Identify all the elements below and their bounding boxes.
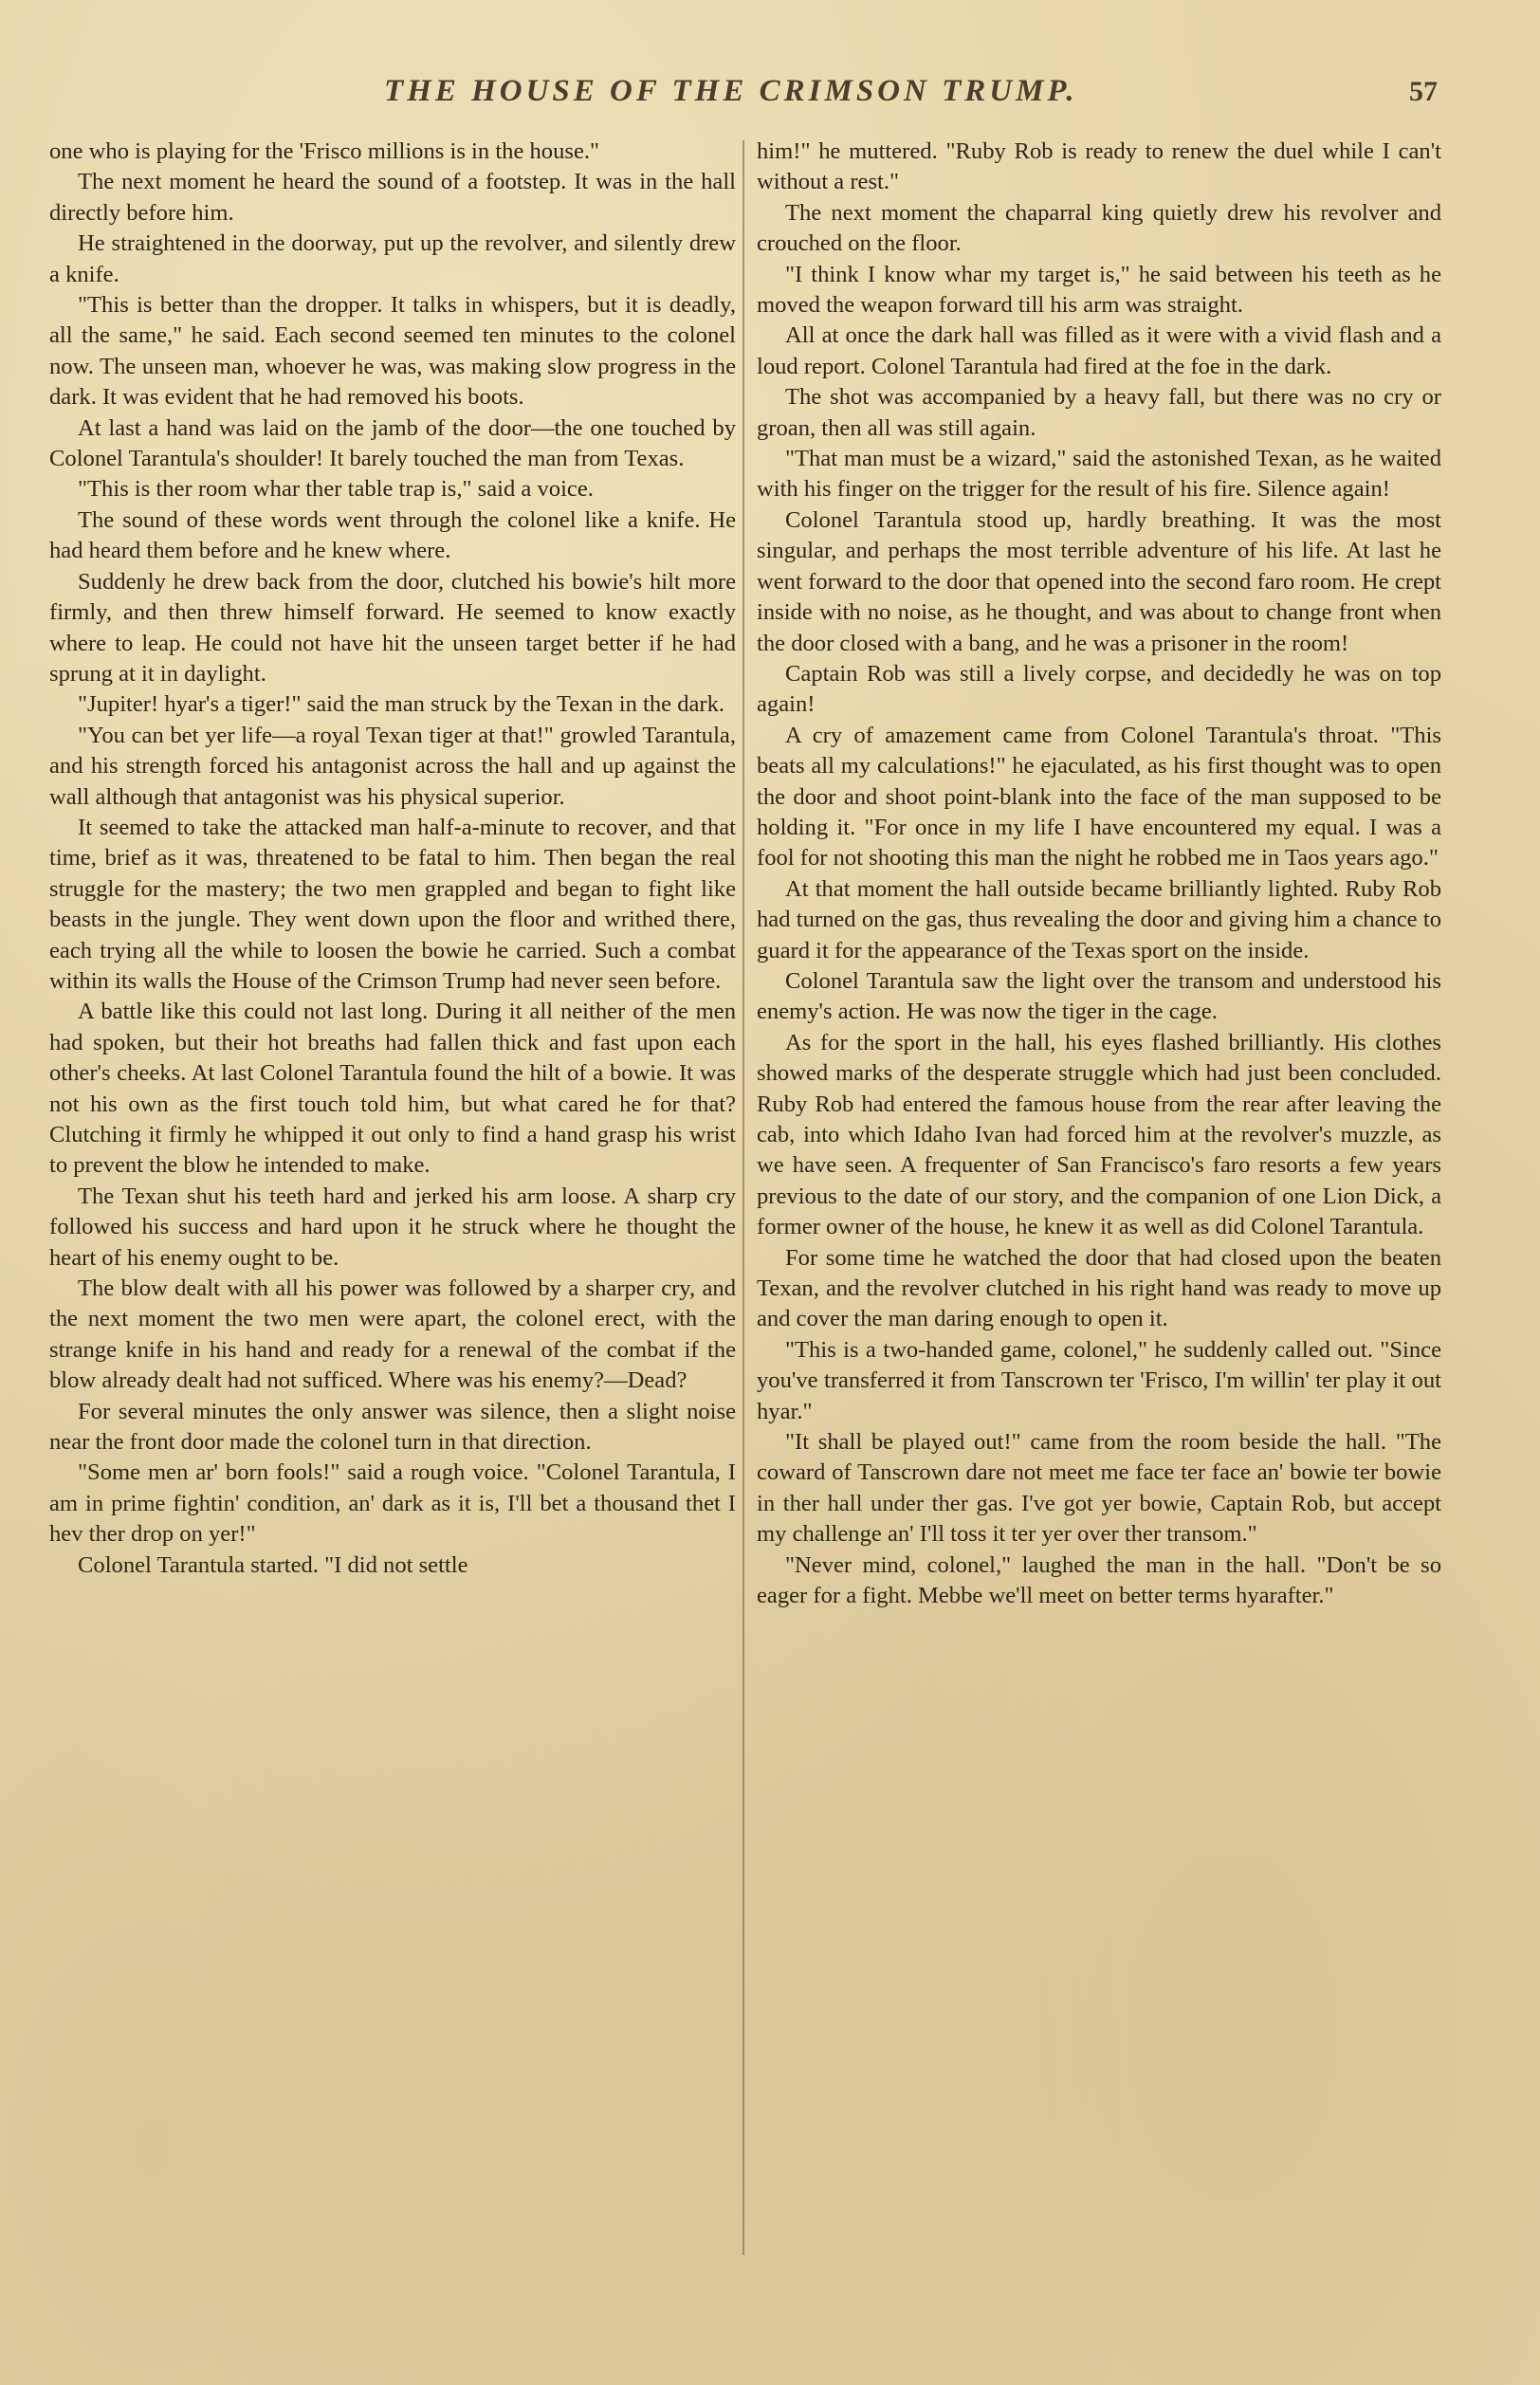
paragraph: The blow dealt with all his power was followed by a sharper cry, and the next moment the two men were apart, the colonel erect, with the strange knife in his hand and ready for a renewal of the combat if the blow already dealt had not sufficed. Where was his enemy?—Dead?	[49, 1275, 736, 1394]
paragraph: "It shall be played out!" came from the room beside the hall. "The coward of Tanscrown dare not meet me face ter face an' bowie ter bowie in ther hall under ther gas. I've got yer bowie, Captain Rob, but accept my challenge an' I'll toss it ter yer over ther transom."	[757, 1429, 1441, 1548]
paragraph: All at once the dark hall was filled as it were with a vivid flash and a loud report. Colonel Tarantula had fired at the foe in the dark.	[757, 322, 1441, 379]
paragraph: "You can bet yer life—a royal Texan tiger at that!" growled Tarantula, and his strength forced his antagonist across the hall and up against the wall although that antagonist was his physical superior.	[49, 722, 736, 810]
paragraph: The next moment he heard the sound of a footstep. It was in the hall directly before him.	[49, 169, 736, 226]
paragraph: "That man must be a wizard," said the astonished Texan, as he waited with his finger on the trigger for the result of his fire. Silence again!	[757, 446, 1441, 503]
paragraph: It seemed to take the attacked man half-a-minute to recover, and that time, brief as it was, threatened to be fatal to him. Then began the real struggle for the mastery; the two men grappled and began to fight like beasts in the jungle. They went down upon the floor and writhed there, each trying all the while to loosen the bowie he carried. Such a combat within its walls the House of the Crimson Trump had never seen before.	[49, 814, 736, 994]
paragraph: Colonel Tarantula started. "I did not settle	[78, 1551, 468, 1578]
paragraph: As for the sport in the hall, his eyes flashed brilliantly. His clothes showed marks of the desperate struggle which had just been concluded. Ruby Rob had entered the famous house from the rear after leaving the cab, into which Idaho Ivan had forced him at the revolver's muzzle, as we have seen. A frequenter of San Francisco's faro resorts a few years previous to the date of our story, and the companion of one Lion Dick, a former owner of the house, he knew it as well as did Colonel Tarantula.	[757, 1029, 1441, 1240]
paragraph: The sound of these words went through the colonel like a knife. He had heard them before and he knew where.	[49, 506, 736, 564]
paragraph: "This is ther room whar ther table trap is," said a voice.	[78, 476, 594, 503]
paragraph: him!" he muttered. "Ruby Rob is ready to renew the duel while I can't without a rest."	[757, 138, 1441, 195]
paragraph: The Texan shut his teeth hard and jerked his arm loose. A sharp cry followed his success and hard upon it he struck where he thought the heart of his enemy ought to be.	[49, 1183, 736, 1271]
paragraph: The next moment the chaparral king quietly drew his revolver and crouched on the floor.	[757, 199, 1441, 257]
paragraph: For some time he watched the door that had closed upon the beaten Texan, and the revolver clutched in his right hand was ready to move up and cover the man daring enough to open it.	[757, 1244, 1441, 1332]
page-number: 57	[1409, 76, 1438, 107]
running-title: THE HOUSE OF THE CRIMSON TRUMP.	[384, 74, 1078, 108]
paragraph: "This is a two-handed game, colonel," he suddenly called out. "Since you've transferred it from Tanscrown ter 'Frisco, I'm willin' ter play it out hyar."	[757, 1336, 1441, 1424]
paragraph: Colonel Tarantula saw the light over the transom and understood his enemy's action. He was now the tiger in the cage.	[757, 967, 1441, 1025]
paragraph: "Never mind, colonel," laughed the man in the hall. "Don't be so eager for a fight. Mebbe we'll meet on better terms hyarafter."	[757, 1551, 1441, 1609]
column-divider	[742, 140, 744, 2255]
paragraph: Suddenly he drew back from the door, clutched his bowie's hilt more firmly, and then threw himself forward. He seemed to know exactly where to leap. He could not have hit the unseen target better if he had sprung at it in daylight.	[49, 568, 736, 687]
paragraph: one who is playing for the 'Frisco millions is in the house."	[49, 138, 600, 164]
paragraph: The shot was accompanied by a heavy fall, but there was no cry or groan, then all was still again.	[757, 384, 1441, 441]
paragraph: At last a hand was laid on the jamb of the door—the one touched by Colonel Tarantula's shoulder! It barely touched the man from Texas.	[49, 414, 736, 472]
left-text-column	[49, 137, 736, 1581]
paragraph: "I think I know whar my target is," he said between his teeth as he moved the weapon forward till his arm was straight.	[757, 261, 1441, 319]
paragraph: At that moment the hall outside became brilliantly lighted. Ruby Rob had turned on the gas, thus revealing the door and giving him a chance to guard it for the appearance of the Texas sport on the inside.	[757, 875, 1441, 963]
paragraph: Captain Rob was still a lively corpse, and decidedly he was on top again!	[757, 660, 1441, 718]
paragraph: A cry of amazement came from Colonel Tarantula's throat. "This beats all my calculations!" he ejaculated, as his first thought was to open the door and shoot point-blank into the face of the man supposed to be holding it. "For once in my life I have encountered my equal. I was a fool for not shooting this man the night he robbed me in Taos years ago."	[757, 722, 1441, 871]
paragraph: He straightened in the doorway, put up the revolver, and silently drew a knife.	[49, 230, 736, 287]
paragraph: "This is better than the dropper. It talks in whispers, but it is deadly, all the same," he said. Each second seemed ten minutes to the colonel now. The unseen man, whoever he was, was making slow progress in the dark. It was evident that he had removed his boots.	[49, 292, 736, 411]
right-text-column	[757, 137, 1441, 1612]
paragraph: "Jupiter! hyar's a tiger!" said the man struck by the Texan in the dark.	[78, 691, 725, 718]
paragraph: Colonel Tarantula stood up, hardly breathing. It was the most singular, and perhaps the most terrible adventure of his life. At last he went forward to the door that opened into the second faro room. He crept inside with no noise, as he thought, and was about to change front when the door closed with a bang, and he was a prisoner in the room!	[757, 506, 1441, 656]
paragraph: For several minutes the only answer was silence, then a slight noise near the front door made the colonel turn in that direction.	[49, 1398, 736, 1456]
paragraph: "Some men ar' born fools!" said a rough voice. "Colonel Tarantula, I am in prime fightin' condition, an' dark as it is, I'll bet a thousand thet I hev ther drop on yer!"	[49, 1459, 736, 1548]
paragraph: A battle like this could not last long. During it all neither of the men had spoken, but their hot breaths had fallen thick and fast upon each other's cheeks. At last Colonel Tarantula found the hilt of a bowie. It was not his own as the first touch told him, but what cared he for that? Clutching it firmly he whipped it out only to find a hand grasp his wrist to prevent the blow he intended to make.	[49, 999, 736, 1179]
